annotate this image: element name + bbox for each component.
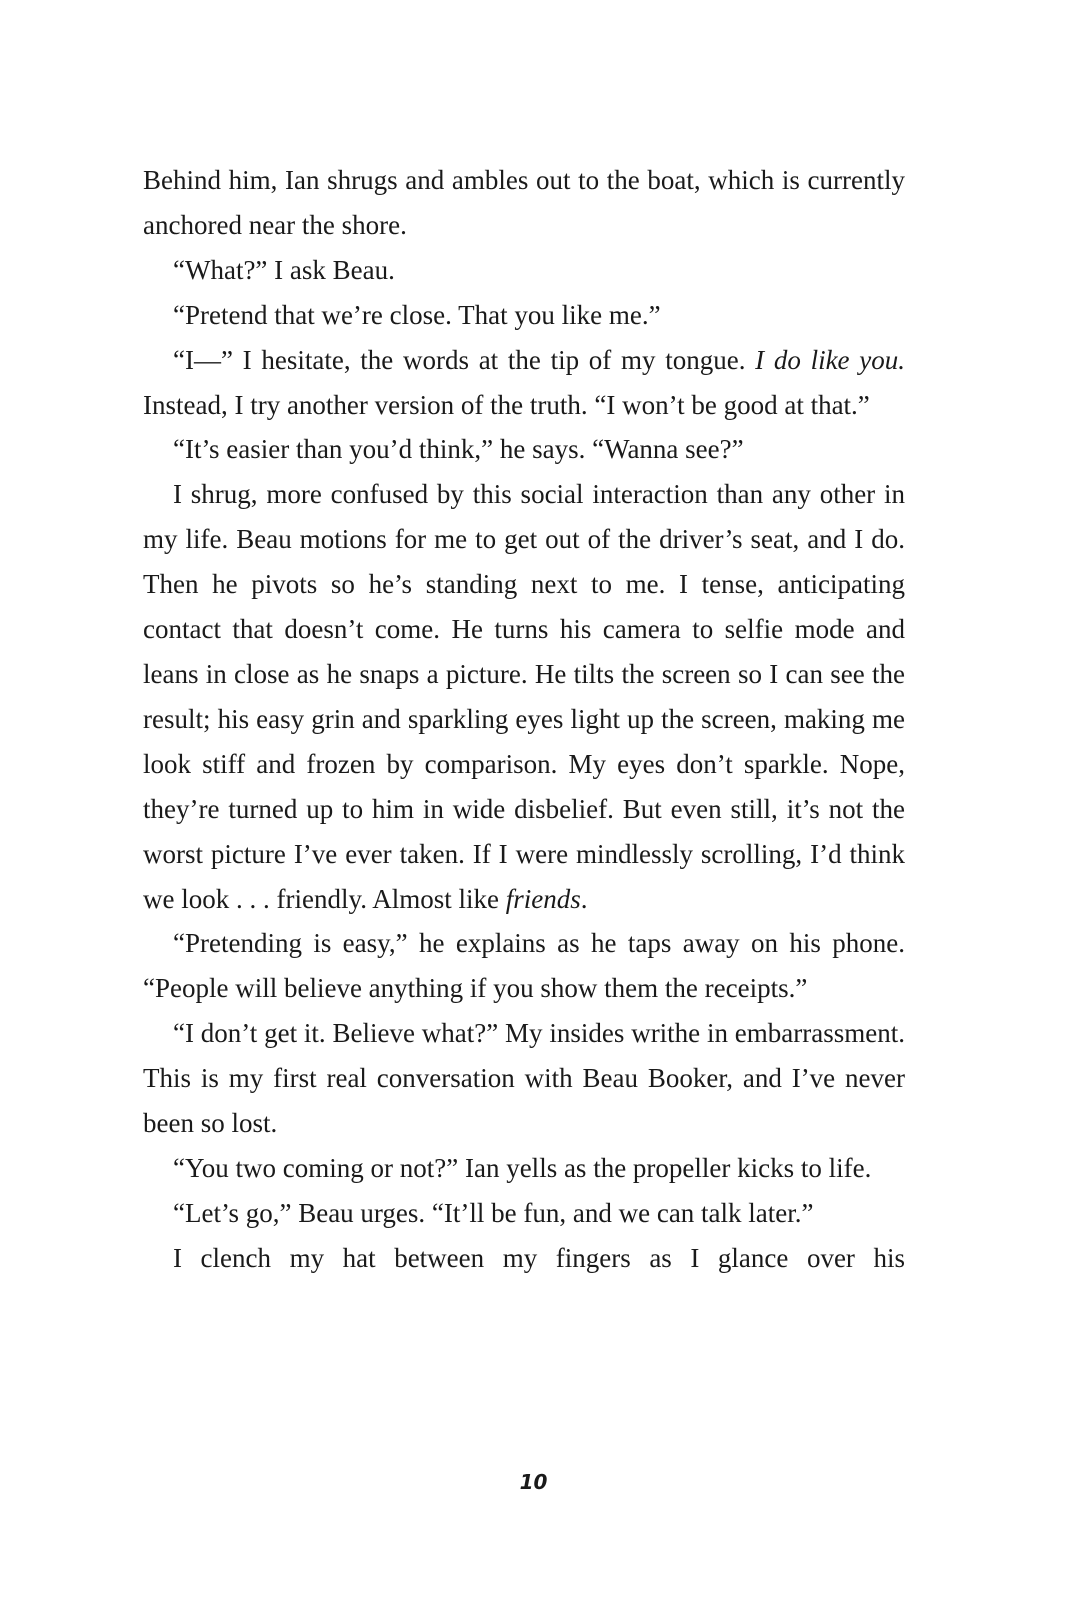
paragraph bbox=[143, 338, 905, 428]
page-number: 10 bbox=[519, 1470, 548, 1494]
text-run: . bbox=[580, 883, 588, 914]
italic-text: I do like you. bbox=[755, 344, 905, 375]
text-run: “I—” I hesitate, the words at the tip of my tongue. bbox=[173, 344, 756, 375]
paragraph bbox=[143, 1236, 905, 1281]
text-run: “I don’t get it. Believe what?” My insides writhe in embarrassment. This is my first real conversation with Beau Booker, and I’ve never been so lost. bbox=[143, 1018, 905, 1139]
text-run: “Let’s go,” Beau urges. “It’ll be fun, and we can talk later.” bbox=[173, 1197, 814, 1228]
text-run: “Pretend that we’re close. That you like me.” bbox=[173, 299, 661, 330]
italic-text: friends bbox=[505, 883, 581, 914]
paragraph bbox=[143, 293, 905, 338]
paragraph bbox=[143, 248, 905, 293]
paragraph bbox=[143, 1191, 905, 1236]
paragraph bbox=[143, 921, 905, 1011]
text-run: “You two coming or not?” Ian yells as the propeller kicks to life. bbox=[173, 1152, 872, 1183]
text-run: “It’s easier than you’d think,” he says. “Wanna see?” bbox=[173, 434, 744, 465]
text-run: “Pretending is easy,” he explains as he taps away on his phone. “People will believe anything if you show them the receipts.” bbox=[143, 928, 905, 1004]
paragraph bbox=[143, 427, 905, 472]
paragraph bbox=[143, 158, 905, 248]
paragraph bbox=[143, 1146, 905, 1191]
paragraph bbox=[143, 472, 905, 921]
text-run: Behind him, Ian shrugs and ambles out to the boat, which is currently anchored near the shore. bbox=[143, 165, 905, 240]
text-run: “What?” I ask Beau. bbox=[173, 254, 395, 285]
text-run: Instead, I try another version of the truth. “I won’t be good at that.” bbox=[143, 389, 870, 420]
text-run: I clench my hat between my fingers as I glance over his bbox=[173, 1242, 905, 1273]
text-run: I shrug, more confused by this social interaction than any other in my life. Beau motions for me to get out of the driver’s seat, and I do. Then he pivots so he’s standing next to me. I tense, anticipating contact that doesn’t come. He turns his camera to selfie mode and leans in close as he snaps a picture. He tilts the screen so I can see the result; his easy grin and sparkling eyes light up the screen, making me look stiff and frozen by comparison. My eyes don’t sparkle. Nope, they’re turned up to him in wide disbelief. But even still, it’s not the worst picture I’ve ever taken. If I were mindlessly scrolling, I’d think we look . . . friendly. Almost like bbox=[143, 479, 905, 914]
body-text bbox=[143, 158, 905, 1281]
paragraph bbox=[143, 1011, 905, 1146]
